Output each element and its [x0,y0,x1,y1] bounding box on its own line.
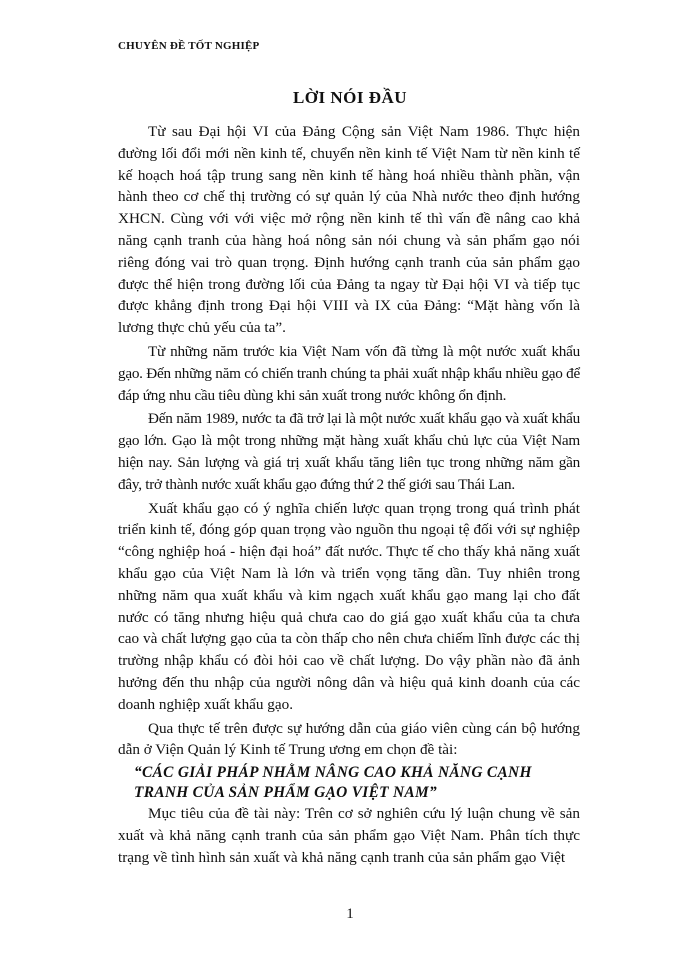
paragraph-6: Mục tiêu của đề tài này: Trên cơ sở nghiên cứu lý luận chung về sản xuất và khả năng cạnh tranh của sản phẩm gạo Việt Nam. Phân tích thực trạng về tình hình sản xuất và khả năng cạnh tranh của sản phẩm gạo Việt [118,805,580,866]
thesis-topic-line-2: TRANH CỦA SẢN PHẨM GẠO VIỆT NAM” [134,784,437,802]
paragraph-1: Từ sau Đại hội VI của Đảng Cộng sản Việt Nam 1986. Thực hiện đường lối đổi mới nền kinh tế, chuyển nền kinh tế Việt Nam từ nền kinh tế kế hoạch hoá tập trung sang nền kinh tế hàng hoá nhiều thành phần, vận hành theo cơ chế thị trường có sự quản lý của Nhà nước theo định hướng XHCN. Cùng với với việc mở rộng nền kinh tế thì vấn đề nâng cao khả năng cạnh tranh của hàng hoá nông sản nói chung và sản phẩm gạo nói riêng đóng vai trò quan trọng. Định hướng cạnh tranh của sản phẩm gạo được thể hiện trong đường lối của Đảng ta ngay từ Đại hội VI và tiếp tục được khẳng định trong Đại hội VIII và IX của Đảng: “Mặt hàng vốn là lương thực chủ yếu của ta”. [118,123,580,337]
paragraph-4: Xuất khẩu gạo có ý nghĩa chiến lược quan trọng trong quá trình phát triển kinh tế, đóng góp quan trọng vào nguồn thu ngoại tệ đối với sự nghiệp “công nghiệp hoá - hiện đại hoá” đất nước. Thực tế cho thấy khả năng xuất khẩu gạo của Việt Nam là lớn và triển vọng tăng dần. Tuy nhiên trong những năm qua xuất khẩu và kim ngạch xuất khẩu gạo mang lại cho đất nước có tăng nhưng hiệu quả chưa cao do giá gạo xuất khẩu của ta chưa cao và chất lượng gạo của ta còn thấp cho nên chưa chiếm lĩnh được các thị trường nhập khẩu có đòi hỏi cao về chất lượng. Do vậy phần nào đã ảnh hưởng đến thu nhập của người nông dân và hiệu quả kinh doanh của các doanh nghiệp xuất khẩu gạo. [118,499,580,713]
page-number: 1 [346,906,354,922]
paragraph-3: Đến năm 1989, nước ta đã trở lại là một nước xuất khẩu gạo và xuất khẩu gạo lớn. Gạo là một trong những mặt hàng xuất khẩu chủ lực của Việt Nam hiện nay. Sản lượng và giá trị xuất khẩu tăng liên tục trong những năm gần đây, trở thành nước xuất khẩu gạo đứng thứ 2 thế giới sau Thái Lan. [118,410,580,493]
paragraph-2: Từ những năm trước kia Việt Nam vốn đã từng là một nước xuất khẩu gạo. Đến những năm có chiến tranh chúng ta phải xuất nhập khẩu nhiều gạo để đáp ứng nhu cầu tiêu dùng khi sản xuất trong nước không ổn định. [118,342,580,404]
thesis-topic-line-1: “CÁC GIẢI PHÁP NHẰM NÂNG CAO KHẢ NĂNG CẠNH [134,764,532,782]
body-text [118,121,580,871]
thesis-topic-title [118,763,580,803]
document-title: LỜI NÓI ĐẦU [292,88,408,107]
running-header: CHUYÊN ĐỀ TỐT NGHIỆP [118,40,260,52]
paragraph-5: Qua thực tế trên được sự hướng dẫn của giáo viên cùng cán bộ hướng dẫn ở Viện Quản lý Kinh tế Trung ương em chọn đề tài: [118,719,580,759]
